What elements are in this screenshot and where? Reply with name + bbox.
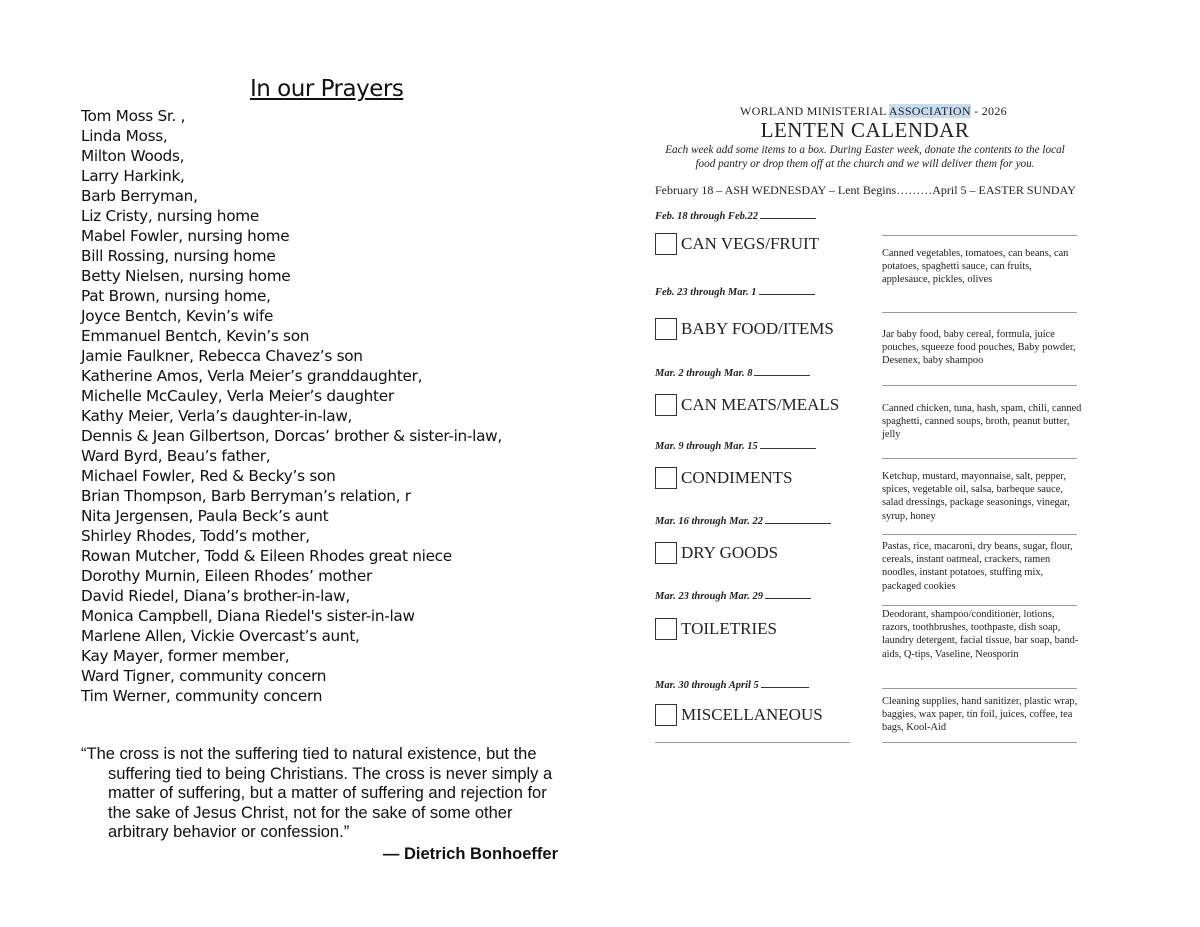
item-label: CAN VEGS/FRUIT	[681, 234, 820, 253]
separator-line	[882, 312, 1077, 313]
week-range-text: Mar. 16 through Mar. 22	[655, 516, 763, 527]
item-description: Ketchup, mustard, mayonnaise, salt, pepper, spices, vegetable oil, salsa, barbeque sauce, salad dressings, package seasonings, vinegar, syrup, honey	[882, 471, 1071, 522]
separator-line	[882, 605, 1077, 606]
prayer-list-item: Bill Rossing, nursing home	[81, 247, 276, 265]
week-range	[655, 368, 810, 379]
prayer-list-item: Ward Tigner, community concern	[81, 667, 327, 685]
item-label: DRY GOODS	[681, 543, 779, 562]
checkbox[interactable]	[655, 704, 677, 726]
prayer-list-item: Larry Harkink,	[81, 167, 185, 185]
quote-author: — Dietrich Bonhoeffer	[382, 844, 558, 863]
instructions-line-1: Each week add some items to a box. During Easter week, donate the contents to the local	[665, 144, 1065, 156]
week-underline	[765, 523, 831, 524]
prayer-list-item: Nita Jergensen, Paula Beck’s aunt	[81, 507, 329, 525]
week-underline	[760, 448, 816, 449]
separator-line	[882, 688, 1077, 689]
prayer-list-item: Milton Woods,	[81, 147, 185, 165]
checkbox[interactable]	[655, 233, 677, 255]
week-range-text: Mar. 23 through Mar. 29	[655, 591, 763, 602]
prayer-list-item: Michelle McCauley, Verla Meier’s daughter	[81, 387, 394, 405]
separator-line	[882, 458, 1077, 459]
item-description: Canned chicken, tuna, hash, spam, chili, canned spaghetti, canned soups, broth, peanut butter, jelly	[882, 403, 1082, 441]
org-highlight: ASSOCIATION	[888, 104, 971, 118]
week-range	[655, 516, 831, 527]
item-label: BABY FOOD/ITEMS	[681, 319, 834, 338]
prayer-list-item: Michael Fowler, Red & Becky’s son	[81, 467, 336, 485]
checkbox[interactable]	[655, 394, 677, 416]
calendar-instructions	[650, 143, 1080, 171]
prayer-list-item: Dennis & Jean Gilbertson, Dorcas’ brother & sister-in-law,	[81, 427, 502, 445]
prayer-list-item: Ward Byrd, Beau’s father,	[81, 447, 271, 465]
checkbox[interactable]	[655, 467, 677, 489]
prayer-list-item: Tim Werner, community concern	[81, 687, 323, 705]
prayer-list-item: Shirley Rhodes, Todd’s mother,	[81, 527, 310, 545]
week-range-text: Feb. 18 through Feb.22	[655, 211, 758, 222]
week-item	[655, 394, 839, 416]
checkbox[interactable]	[655, 318, 677, 340]
week-range-text: Feb. 23 through Mar. 1	[655, 287, 757, 298]
separator-line	[882, 385, 1077, 386]
instructions-line-2: food pantry or drop them off at the church and we will deliver them for you.	[695, 158, 1035, 170]
week-item	[655, 233, 819, 255]
prayer-list-item: Rowan Mutcher, Todd & Eileen Rhodes great niece	[81, 547, 452, 565]
prayer-list-item: David Riedel, Diana’s brother-in-law,	[81, 587, 350, 605]
calendar-title: LENTEN CALENDAR	[760, 118, 970, 142]
prayer-list-item: Linda Moss,	[81, 127, 168, 145]
separator-line	[655, 742, 850, 743]
prayer-list-item: Joyce Bentch, Kevin’s wife	[81, 307, 274, 325]
week-range-text: Mar. 9 through Mar. 15	[655, 441, 758, 452]
prayer-list-item: Monica Campbell, Diana Riedel's sister-in-law	[81, 607, 415, 625]
checkbox[interactable]	[655, 618, 677, 640]
week-underline	[754, 375, 810, 376]
week-underline	[759, 294, 815, 295]
item-description: Jar baby food, baby cereal, formula, juice pouches, squeeze food pouches, Baby powder, Desenex, baby shampoo	[882, 329, 1076, 367]
week-underline	[761, 687, 809, 688]
item-description: Canned vegetables, tomatoes, can beans, can potatoes, spaghetti sauce, can fruits, applesauce, pickles, olives	[882, 248, 1069, 286]
prayer-list-item: Mabel Fowler, nursing home	[81, 227, 290, 245]
week-underline	[760, 218, 816, 219]
prayer-list-item: Barb Berryman,	[81, 187, 198, 205]
separator-line	[882, 742, 1077, 743]
week-item	[655, 542, 778, 564]
calendar-organization	[740, 104, 1007, 119]
item-label: TOILETRIES	[681, 619, 778, 638]
item-description: Cleaning supplies, hand sanitizer, plastic wrap, baggies, wax paper, tin foil, juices, coffee, tea bags, Kool-Aid	[882, 696, 1078, 734]
week-range	[655, 591, 811, 602]
prayer-list-item: Katherine Amos, Verla Meier’s granddaughter,	[81, 367, 423, 385]
quote-text: “The cross is not the suffering tied to natural existence, but the suffering tied to being Christians. The cross is never simply a matter of suffering, but a matter of suffering and rejection for the sake of Jesus Christ, not for the sake of some other arbitrary behavior or confession.”	[81, 745, 553, 841]
week-item	[655, 318, 834, 340]
prayer-list-item: Tom Moss Sr. ,	[81, 107, 186, 125]
prayer-list-item: Liz Cristy, nursing home	[81, 207, 259, 225]
prayer-list-item: Kay Mayer, former member,	[81, 647, 290, 665]
prayer-list	[81, 106, 502, 706]
separator-line	[882, 534, 1077, 535]
week-range-text: Mar. 30 through April 5	[655, 680, 759, 691]
prayer-list-item: Marlene Allen, Vickie Overcast’s aunt,	[81, 627, 360, 645]
prayer-list-item: Pat Brown, nursing home,	[81, 287, 271, 305]
item-label: CONDIMENTS	[681, 468, 793, 487]
item-description: Deodorant, shampoo/conditioner, lotions, razors, toothbrushes, toothpaste, dish soap, laundry detergent, facial tissue, bar soap, band-aids, Q-tips, Vaseline, Neosporin	[882, 609, 1079, 660]
prayer-list-item: Betty Nielsen, nursing home	[81, 267, 291, 285]
separator-line	[882, 235, 1077, 236]
week-range	[655, 287, 815, 298]
week-range	[655, 441, 816, 452]
week-underline	[765, 598, 811, 599]
prayer-list-item: Emmanuel Bentch, Kevin’s son	[81, 327, 310, 345]
lenten-calendar	[650, 100, 1080, 750]
item-description: Pastas, rice, macaroni, dry beans, sugar, flour, cereals, instant oatmeal, crackers, ramen noodles, instant potatoes, stuffing mix, packaged cookies	[882, 541, 1073, 592]
lent-dates: February 18 – ASH WEDNESDAY – Lent Begins………April 5 – EASTER SUNDAY	[655, 183, 1076, 197]
prayer-list-item: Brian Thompson, Barb Berryman’s relation, r	[81, 487, 411, 505]
week-range-text: Mar. 2 through Mar. 8	[655, 368, 753, 379]
week-item	[655, 704, 823, 726]
org-prefix: WORLAND MINISTERIAL	[740, 104, 889, 118]
item-label: MISCELLANEOUS	[681, 705, 823, 724]
item-label: CAN MEATS/MEALS	[681, 395, 840, 414]
checkbox[interactable]	[655, 542, 677, 564]
week-item	[655, 467, 792, 489]
bonhoeffer-quote	[81, 745, 561, 864]
prayer-list-item: Kathy Meier, Verla’s daughter-in-law,	[81, 407, 353, 425]
org-suffix: - 2026	[970, 104, 1007, 118]
week-range	[655, 680, 809, 691]
week-range	[655, 211, 816, 222]
prayers-title: In our Prayers	[250, 76, 404, 102]
prayer-list-item: Dorothy Murnin, Eileen Rhodes’ mother	[81, 567, 372, 585]
prayer-list-item: Jamie Faulkner, Rebecca Chavez’s son	[81, 347, 363, 365]
week-item	[655, 618, 777, 640]
